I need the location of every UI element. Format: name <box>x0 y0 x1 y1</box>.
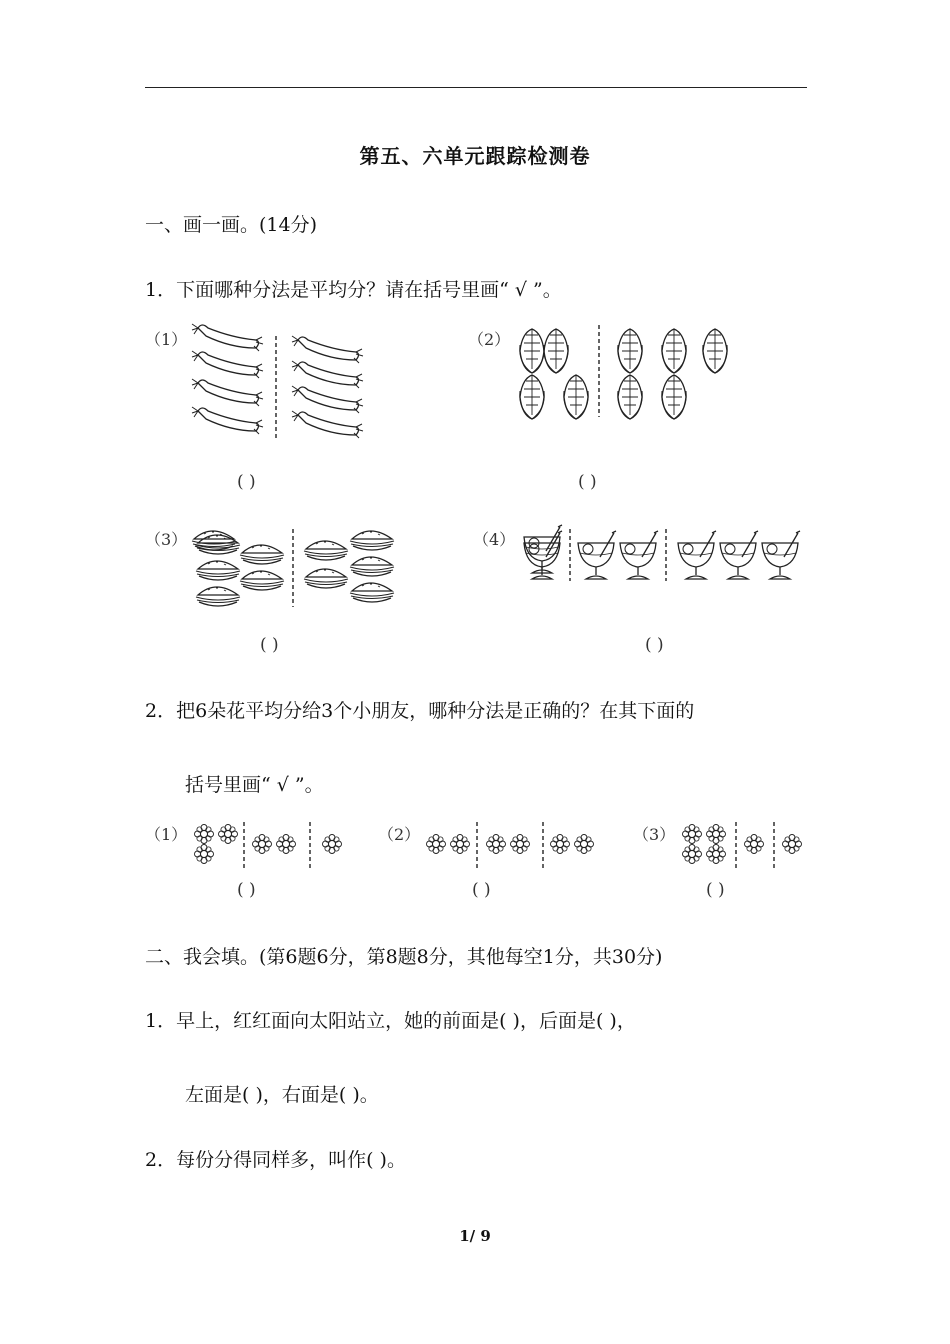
section2-heading: 二、我会填。(第6题6分，第8题8分，其他每空1分，共30分) <box>145 946 663 968</box>
flower-group-3-figure <box>680 822 806 870</box>
corn-icon <box>520 329 545 373</box>
header-rule <box>145 87 807 88</box>
flower-group-2-figure <box>424 822 609 870</box>
sausage-icon <box>192 324 263 351</box>
page-title: 第五、六单元跟踪检测卷 <box>359 144 591 168</box>
q1-option-2-answer[interactable]: ( ) <box>578 472 597 492</box>
s2-q1-line2: 左面是( )，右面是( )。 <box>185 1084 379 1106</box>
q1-option-4-label: （4） <box>473 530 516 549</box>
q2-option-1-label: （1） <box>145 825 188 844</box>
corn-group-figure <box>518 325 743 420</box>
q1-option-1-label: （1） <box>145 330 188 349</box>
q1-option-3-answer[interactable]: ( ) <box>260 635 279 655</box>
drink-cup-icon <box>524 525 562 573</box>
q2-option-1-answer[interactable]: ( ) <box>237 880 256 900</box>
q1-option-2-label: （2） <box>468 330 511 349</box>
section1-heading: 一、画一画。(14分) <box>145 214 318 236</box>
s2-q2: 2．每份分得同样多，叫作( )。 <box>145 1149 406 1171</box>
drink-cup-group-figure <box>520 523 810 585</box>
s2-q1-line1: 1．早上，红红面向太阳站立，她的前面是( )，后面是( )， <box>145 1010 636 1032</box>
q2-option-2-answer[interactable]: ( ) <box>472 880 491 900</box>
sausage-group-figure <box>190 320 370 445</box>
flower-group-1-figure <box>192 822 352 870</box>
q2-option-2-label: （2） <box>378 825 421 844</box>
q2-option-3-label: （3） <box>633 825 676 844</box>
q1-option-1-answer[interactable]: ( ) <box>237 472 256 492</box>
q1-option-4-answer[interactable]: ( ) <box>645 635 664 655</box>
q2-prompt-line1: 2．把6朵花平均分给3个小朋友，哪种分法是正确的？在其下面的 <box>145 700 695 722</box>
hamburger-group-figure <box>190 527 400 612</box>
q2-option-3-answer[interactable]: ( ) <box>706 880 725 900</box>
page-number: 1/ 9 <box>459 1227 491 1245</box>
q2-prompt-line2: 括号里画“ √ ”。 <box>185 774 324 796</box>
q1-prompt: 1．下面哪种分法是平均分？请在括号里画“ √ ”。 <box>145 279 562 301</box>
q1-option-3-label: （3） <box>145 530 188 549</box>
